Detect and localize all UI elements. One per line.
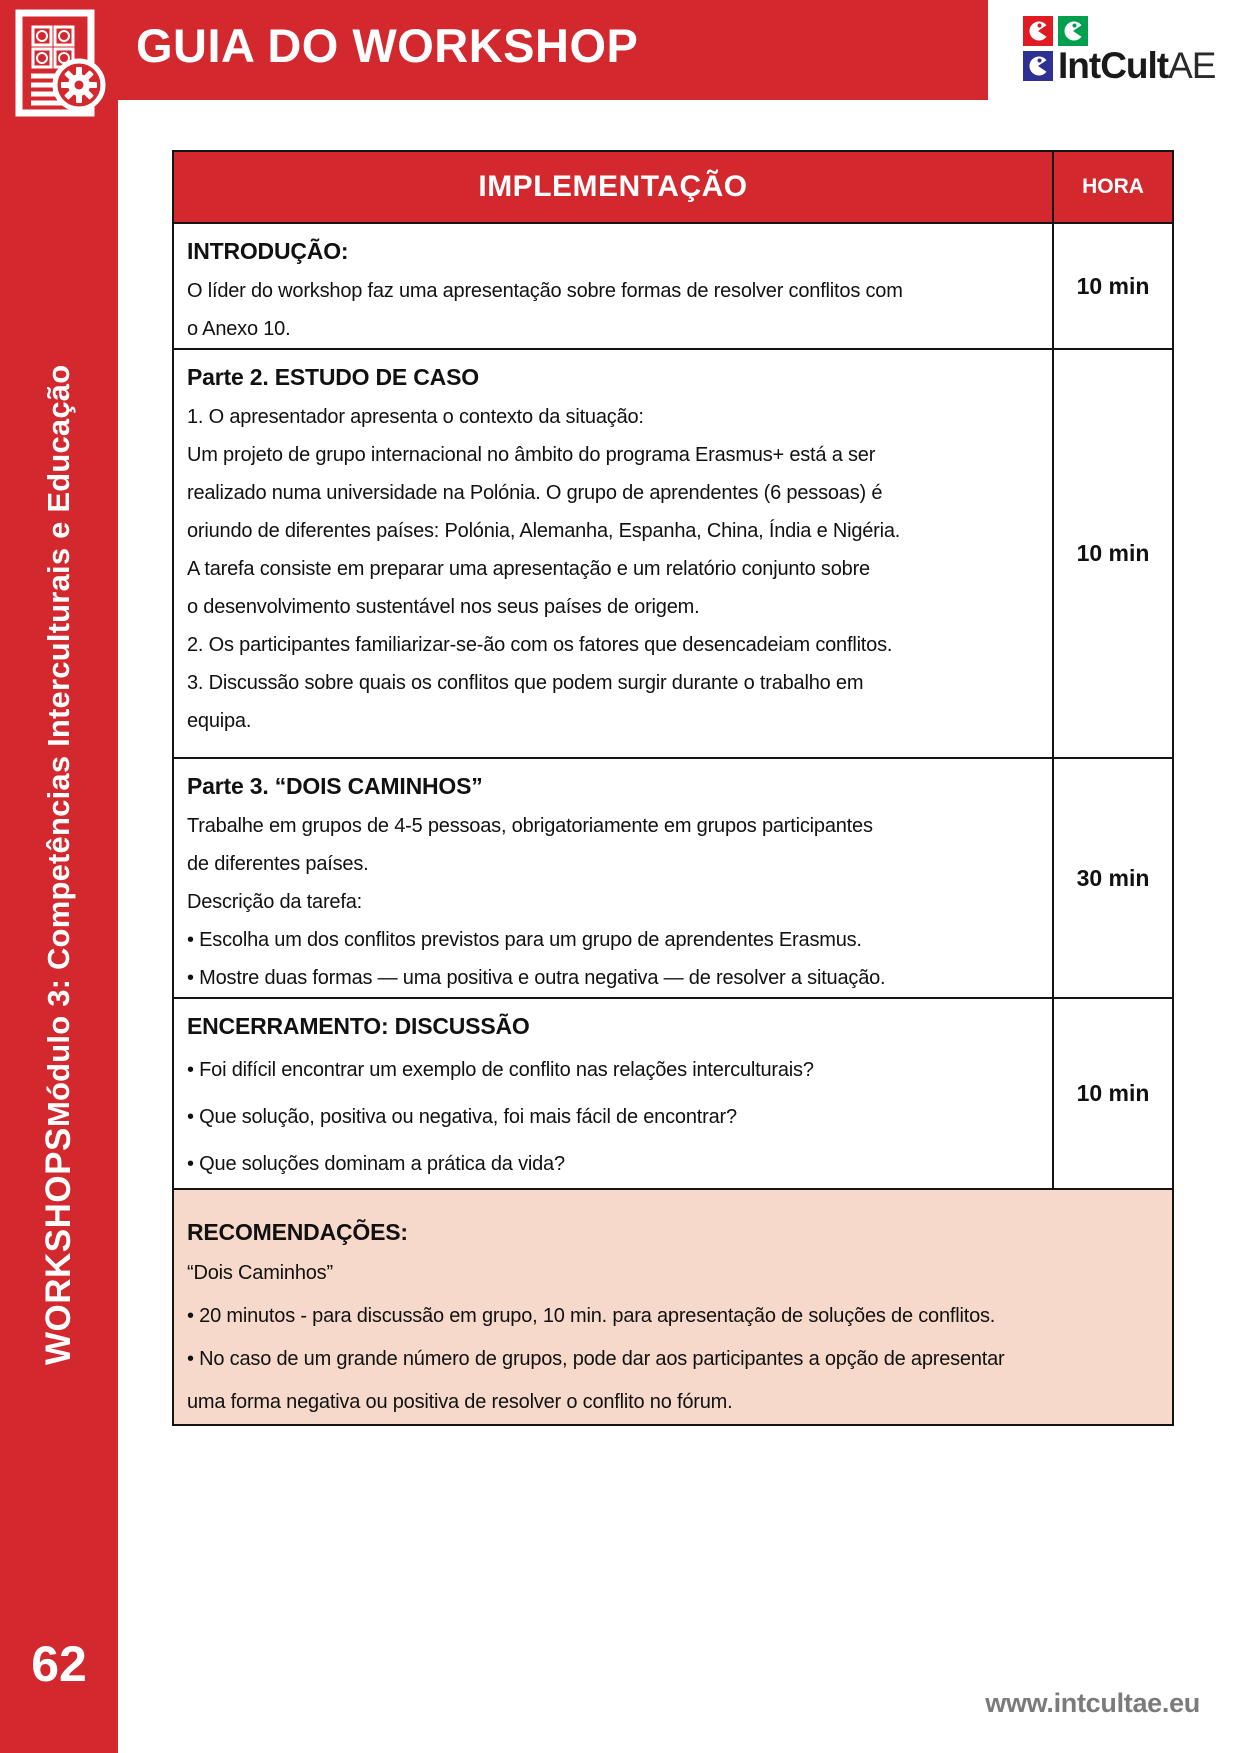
- time-cell: 10 min: [1053, 998, 1173, 1189]
- table-row-recomendacoes: [173, 1189, 1173, 1425]
- text-line: • No caso de um grande número de grupos, pode dar aos participantes a opção de apresentar: [187, 1348, 1005, 1370]
- text-line: • Que soluções dominam a prática da vida?: [187, 1153, 565, 1175]
- text-line: realizado numa universidade na Polónia. O grupo de aprendentes (6 pessoas) é: [187, 482, 883, 504]
- sidebar-module-label: [0, 150, 118, 1580]
- time-cell: 10 min: [1053, 223, 1173, 349]
- sidebar-workshops-label: WORKSHOPS: [39, 1127, 78, 1366]
- text-line: • 20 minutos - para discussão em grupo, 10 min. para apresentação de soluções de conflitos.: [187, 1305, 996, 1327]
- logo-bottom-row: [1023, 45, 1216, 86]
- recommendations-title: RECOMENDAÇÕES:: [187, 1219, 408, 1245]
- sidebar-module-title: Módulo 3: Competências Interculturais e Educação: [41, 364, 76, 1128]
- recommendations-section: [173, 1189, 1173, 1425]
- text-line: oriundo de diferentes países: Polónia, Alemanha, Espanha, China, Índia e Nigéria.: [187, 520, 901, 542]
- workshop-guide-icon: [12, 8, 106, 125]
- row-content: [173, 758, 1053, 998]
- row-title: Parte 2. ESTUDO DE CASO: [187, 364, 479, 390]
- text-line: o Anexo 10.: [187, 318, 291, 340]
- text-line: o desenvolvimento sustentável nos seus países de origem.: [187, 596, 700, 618]
- row-content: [173, 223, 1053, 349]
- text-line: Descrição da tarefa:: [187, 891, 362, 913]
- table-header-hora: HORA: [1053, 151, 1173, 223]
- sidebar: [0, 0, 118, 1753]
- page-title: GUIA DO WORKSHOP: [136, 19, 639, 72]
- footer-url: www.intcultae.eu: [985, 1688, 1200, 1718]
- logo-text-bold: IntCult: [1058, 45, 1169, 86]
- table-row-parte3: [173, 758, 1173, 998]
- page-number: 62: [31, 1636, 87, 1692]
- logo-square-green-face-icon: [1058, 16, 1088, 46]
- logo-square-red-face-icon: [1023, 16, 1053, 46]
- text-line: • Que solução, positiva ou negativa, foi mais fácil de encontrar?: [187, 1106, 737, 1128]
- table-row-encerramento: [173, 998, 1173, 1189]
- logo-square-blue-face-icon: [1023, 51, 1053, 81]
- text-line: 1. O apresentador apresenta o contexto da situação:: [187, 406, 644, 428]
- row-title: INTRODUÇÃO:: [187, 238, 349, 264]
- text-line: Um projeto de grupo internacional no âmbito do programa Erasmus+ está a ser: [187, 444, 876, 466]
- row-lines: [187, 807, 1042, 997]
- text-line: 2. Os participantes familiarizar-se-ão com os fatores que desencadeiam conflitos.: [187, 634, 893, 656]
- implementation-table: [172, 150, 1174, 1426]
- recommendations-lines: [187, 1252, 1158, 1424]
- row-title: Parte 3. “DOIS CAMINHOS”: [187, 773, 483, 799]
- text-line: “Dois Caminhos”: [187, 1262, 333, 1284]
- logo-text: [1058, 45, 1216, 86]
- table-row-parte2: [173, 349, 1173, 758]
- text-line: de diferentes países.: [187, 853, 369, 875]
- text-line: A tarefa consiste em preparar uma apresentação e um relatório conjunto sobre: [187, 558, 870, 580]
- row-lines: [187, 272, 1042, 348]
- gear-icon: [61, 67, 97, 103]
- text-line: • Escolha um dos conflitos previstos para um grupo de aprendentes Erasmus.: [187, 929, 862, 951]
- text-line: O líder do workshop faz uma apresentação sobre formas de resolver conflitos com: [187, 280, 903, 302]
- table-header-implementation: IMPLEMENTAÇÃO: [173, 151, 1053, 223]
- logo-top-row: [1023, 16, 1215, 46]
- logo-text-light: AE: [1168, 45, 1216, 86]
- text-line: • Mostre duas formas — uma positiva e outra negativa — de resolver a situação.: [187, 967, 886, 989]
- intcultae-logo: [1023, 16, 1215, 86]
- time-cell: 10 min: [1053, 349, 1173, 758]
- text-line: equipa.: [187, 710, 252, 732]
- table-header-row: [173, 151, 1173, 223]
- time-cell: 30 min: [1053, 758, 1173, 998]
- row-title: ENCERRAMENTO: DISCUSSÃO: [187, 1013, 530, 1039]
- text-line: Trabalhe em grupos de 4-5 pessoas, obrigatoriamente em grupos participantes: [187, 815, 873, 837]
- text-line: uma forma negativa ou positiva de resolver o conflito no fórum.: [187, 1391, 733, 1413]
- table-row-introducao: [173, 223, 1173, 349]
- text-line: • Foi difícil encontrar um exemplo de conflito nas relações interculturais?: [187, 1059, 814, 1081]
- text-line: 3. Discussão sobre quais os conflitos que podem surgir durante o trabalho em: [187, 672, 864, 694]
- row-content: [173, 998, 1053, 1189]
- row-lines: [187, 1047, 1042, 1188]
- row-lines: [187, 398, 1042, 740]
- row-content: [173, 349, 1053, 758]
